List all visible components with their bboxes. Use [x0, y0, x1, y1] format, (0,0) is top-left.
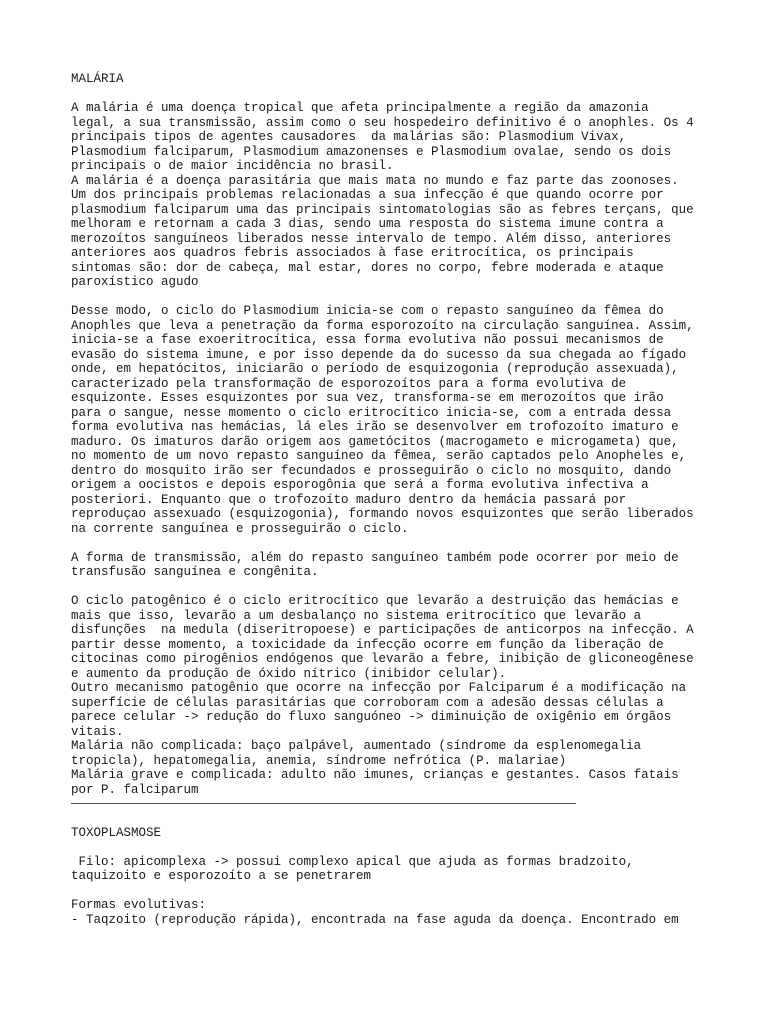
- text-line: merozoítos sanguíneos liberados nesse intervalo de tempo. Além disso, anteriores: [71, 231, 672, 246]
- paragraph: [71, 304, 711, 536]
- text-line: parece celular -> redução do fluxo sanguóneo -> diminuição de oxigênio em órgãos: [71, 710, 672, 724]
- text-line: superfície de células parasitárias que corroboram com a adesão dessas células a: [71, 695, 664, 710]
- text-line: reproduçao assexuado (esquizogonia), formando novos esquizontes que serão liberados: [71, 507, 694, 521]
- text-line: origem a oocistos e depois esporogônia que será a forma evolutiva infectiva a: [71, 478, 649, 492]
- text-line: principais o de maior incidência no brasil.: [71, 159, 394, 173]
- text-line: vitais.: [71, 724, 124, 739]
- section-toxoplasmose: [71, 811, 711, 927]
- text-line: paroxístico agudo: [71, 275, 199, 289]
- text-line: plasmodium falciparum uma das principais sintomatologias são as febres terçans, que: [71, 202, 694, 217]
- section-heading: MALÁRIA: [71, 72, 124, 86]
- text-line: A forma de transmissão, além do repasto sanguíneo também pode ocorrer por meio de: [71, 550, 679, 565]
- paragraph: [71, 855, 711, 884]
- text-line: onde, em hepatócitos, iniciarão o período de esquizogonia (reprodução assexuada),: [71, 362, 679, 376]
- text-line: Plasmodium falciparum, Plasmodium amazonenses e Plasmodium ovalae, sendo os dois: [71, 144, 672, 159]
- text-line: Anophles que leva a penetração da forma esporozoíto na circulação sanguínea. Assim,: [71, 318, 694, 333]
- text-line: disfunções na medula (diseritropoese) e participações de anticorpos na infecção. A: [71, 623, 694, 637]
- document-page: [71, 72, 711, 927]
- paragraph-gap: [71, 536, 711, 551]
- text-line: e aumento da produção de óxido nítrico (inibidor celular).: [71, 666, 507, 681]
- text-line: A malária é uma doença tropical que afeta principalmente a região da amazonia: [71, 101, 649, 115]
- text-line: evasão do sistema imune, e por isso depende da do sucesso da sua chegada ao fígado: [71, 347, 687, 362]
- text-line: partir desse momento, a toxicidade da infecção ocorre em função da liberação de: [71, 637, 664, 652]
- text-line: sintomas são: dor de cabeça, mal estar, dores no corpo, febre moderada e ataque: [71, 260, 664, 275]
- section-malaria: [71, 72, 711, 797]
- paragraph-gap: [71, 811, 711, 826]
- text-line: transfusão sanguínea e congênita.: [71, 565, 319, 579]
- section-heading: TOXOPLASMOSE: [71, 825, 162, 840]
- text-line: inicia-se a fase exoeritrocítica, essa forma evolutiva não possui mecanismos de: [71, 333, 664, 347]
- text-line: legal, a sua transmissão, assim como o seu hospedeiro definitivo é o anophles. Os 4: [71, 115, 694, 130]
- paragraph-gap: [71, 884, 711, 899]
- paragraph: [71, 898, 711, 927]
- text-line: Formas evolutivas:: [71, 898, 207, 912]
- text-line: anteriores aos quadros febris associados à fase eritrocítica, os principais: [71, 246, 634, 260]
- text-line: Filo: apicomplexa -> possui complexo apical que ajuda as formas bradzoito,: [71, 854, 634, 869]
- paragraph-gap: [71, 580, 711, 595]
- paragraph-gap: [71, 290, 711, 305]
- text-line: no momento de um novo repasto sanguíneo da fêmea, serão captados pelo Anopheles e,: [71, 449, 687, 463]
- text-line: O ciclo patogênico é o ciclo eritrocítico que levarão a destruição das hemácias e: [71, 594, 679, 608]
- text-line: dentro do mosquito irão ser fecundados e prosseguirão o ciclo no mosquito, dando: [71, 463, 672, 478]
- text-line: caracterizado pela transformação de esporozoítos para a forma evolutiva de: [71, 376, 627, 391]
- section-divider: [71, 803, 576, 804]
- text-line: para o sangue, nesse momento o ciclo eritrocítico inicia-se, com a entrada dessa: [71, 405, 672, 420]
- text-line: taquizoito e esporozoíto a se penetrarem: [71, 869, 372, 883]
- text-line: na corrente sanguínea e prosseguirão o ciclo.: [71, 521, 409, 536]
- text-line: - Taqzoito (reprodução rápida), encontrada na fase aguda da doença. Encontrado em: [71, 912, 679, 927]
- text-line: forma evolutiva nas hemácias, lá eles irão se desenvolver em trofozoíto imaturo e: [71, 420, 679, 434]
- text-line: esquizonte. Esses esquizontes por sua vez, transforma-se em merozoítos que irão: [71, 391, 664, 405]
- text-line: Um dos principais problemas relacionadas a sua infecção é que quando ocorre por: [71, 188, 664, 202]
- text-line: Desse modo, o ciclo do Plasmodium inicia-se com o repasto sanguíneo da fêmea do: [71, 304, 664, 318]
- text-line: posteriori. Enquanto que o trofozoíto maduro dentro da hemácia passará por: [71, 492, 627, 507]
- text-line: principais tipos de agentes causadores da malárias são: Plasmodium Vivax,: [71, 130, 627, 144]
- paragraph-gap: [71, 840, 711, 855]
- text-line: mais que isso, levarão a um desbalanço no sistema eritrocítico que levarão a: [71, 608, 642, 623]
- text-line: maduro. Os imaturos darão origem aos gametócitos (macrogameto e microgameta) que,: [71, 434, 679, 449]
- text-line: por P. falciparum: [71, 782, 199, 797]
- text-line: Outro mecanismo patogênio que ocorre na infecção por Falciparum é a modificação na: [71, 681, 687, 695]
- paragraph: [71, 101, 711, 290]
- text-line: Malária grave e complicada: adulto não imunes, crianças e gestantes. Casos fatais: [71, 768, 679, 782]
- paragraph: [71, 594, 711, 797]
- text-line: citocinas como pirogênios endógenos que levarão a febre, inibição de gliconeogênese: [71, 652, 694, 666]
- text-line: melhoram e retornam a cada 3 dias, sendo uma resposta do sistema imune contra a: [71, 217, 664, 231]
- paragraph-gap: [71, 87, 711, 102]
- paragraph: [71, 551, 711, 580]
- text-line: tropicla), hepatomegalia, anemia, síndrome nefrótica (P. malariae): [71, 753, 567, 768]
- text-line: Malária não complicada: baço palpável, aumentado (síndrome da esplenomegalia: [71, 739, 642, 753]
- text-line: A malária é a doença parasitária que mais mata no mundo e faz parte das zoonoses.: [71, 173, 679, 188]
